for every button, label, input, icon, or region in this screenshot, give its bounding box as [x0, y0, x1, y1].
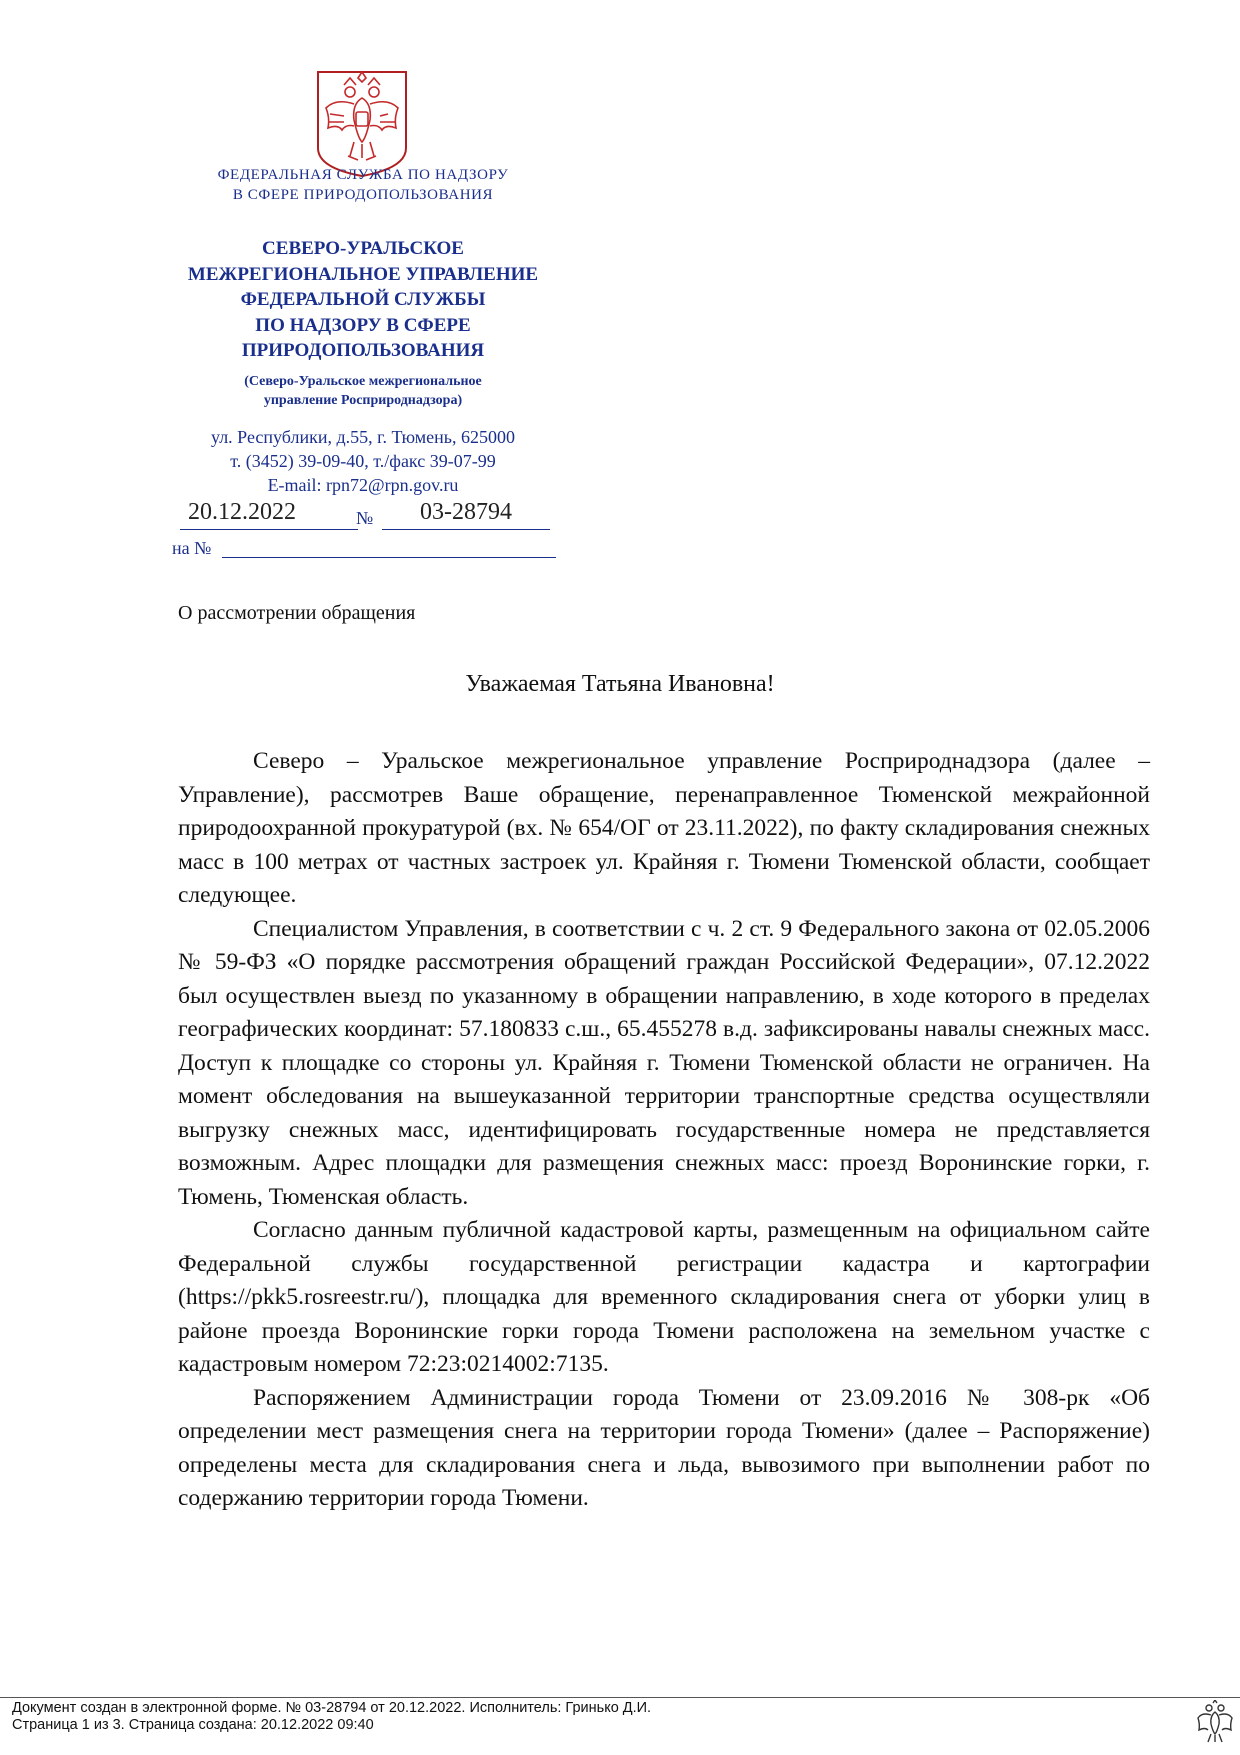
directorate-line: СЕВЕРО-УРАЛЬСКОЕ [262, 238, 464, 259]
short-name-line1: (Северо-Уральское межрегиональное [244, 374, 482, 389]
body-paragraph: Специалистом Управления, в соответствии с ч. 2 ст. 9 Федерального закона от 02.05.2006 № 59-ФЗ «О порядке рассмотрения обращений граждан Российской Федерации», 07.12.2022 был осуществлен выезд по указанному в обращении направлению, в ходе которого в пределах географических координат: 57.180833 с.ш., 65.455278 в.д. зафиксированы навалы снежных масс. Доступ к площадке со стороны ул. Крайняя г. Тюмени Тюменской области не ограничен. На момент обследования на вышеуказанной территории транспортные средства осуществляли выгрузку снежных масс, идентифицировать государственные номера не представляется возможным. Адрес площадки для размещения снежных масс: проезд Воронинские горки, г. Тюмень, Тюменская область. [178, 915, 1150, 1210]
footer-divider [0, 1697, 1240, 1698]
service-name-line2: В СФЕРЕ ПРИРОДОПОЛЬЗОВАНИЯ [232, 187, 494, 203]
service-name-line1: ФЕДЕРАЛЬНАЯ СЛУЖБА ПО НАДЗОРУ [217, 167, 509, 183]
letter-subject: О рассмотрении обращения [178, 602, 416, 624]
eagle-icon [1196, 1700, 1234, 1744]
directorate-name [150, 236, 576, 364]
footer-line2: Страница 1 из 3. Страница создана: 20.12.2022 09:40 [12, 1717, 374, 1733]
registration-number-label: № [356, 508, 374, 528]
postal-address: ул. Республики, д.55, г. Тюмень, 625000 [210, 427, 516, 447]
short-name [190, 372, 536, 410]
footer-line1: Документ создан в электронной форме. № 03-28794 от 20.12.2022. Исполнитель: Гринько Д.И. [12, 1700, 652, 1716]
salutation: Уважаемая Татьяна Ивановна! [465, 671, 775, 697]
footer [12, 1700, 1162, 1734]
directorate-line: МЕЖРЕГИОНАЛЬНОЕ УПРАВЛЕНИЕ [187, 263, 539, 285]
phone-fax: т. (3452) 39-09-40, т./факс 39-07-99 [230, 451, 496, 471]
coat-of-arms-icon [314, 68, 410, 180]
body-paragraph: Распоряжением Администрации города Тюмени от 23.09.2016 № 308-рк «Об определении мест размещения снега на территории города Тюмени» (далее – Распоряжение) определены места для складирования снега и льда, вывозимого при выполнении работ по содержанию территории города Тюмени. [178, 1384, 1150, 1511]
reply-to-blank [222, 557, 556, 558]
registration-date: 20.12.2022 [180, 497, 358, 530]
directorate-line: ФЕДЕРАЛЬНОЙ СЛУЖБЫ [240, 289, 486, 310]
reply-to-line [172, 534, 556, 560]
body-paragraph: Северо – Уральское межрегиональное управление Росприроднадзора (далее – Управление), рассмотрев Ваше обращение, перенаправленное Тюменской межрайонной природоохранной прокуратурой (вх. № 654/ОГ от 23.11.2022), по факту складирования снежных масс в 100 метрах от частных застроек ул. Крайняя г. Тюмени Тюменской области, сообщает следующее. [178, 748, 1150, 908]
letter-body [178, 745, 1150, 1516]
short-name-line2: управление Росприроднадзора) [263, 393, 463, 408]
registration-line [170, 498, 550, 530]
email-address: E-mail: rpn72@rpn.gov.ru [267, 475, 459, 495]
registration-number: 03-28794 [382, 497, 550, 530]
directorate-line: ПО НАДЗОРУ В СФЕРЕ [255, 314, 471, 336]
reply-to-label: на № [172, 538, 212, 558]
body-paragraph: Согласно данным публичной кадастровой карты, размещенным на официальном сайте Федеральной службы государственной регистрации кадастра и картографии (https://pkk5.rosreestr.ru/), площадка для временного складирования снега от уборки улиц в районе проезда Воронинские горки города Тюмени расположена на земельном участке с кадастровым номером 72:23:0214002:7135. [178, 1217, 1150, 1377]
directorate-line: ПРИРОДОПОЛЬЗОВАНИЯ [241, 340, 485, 361]
